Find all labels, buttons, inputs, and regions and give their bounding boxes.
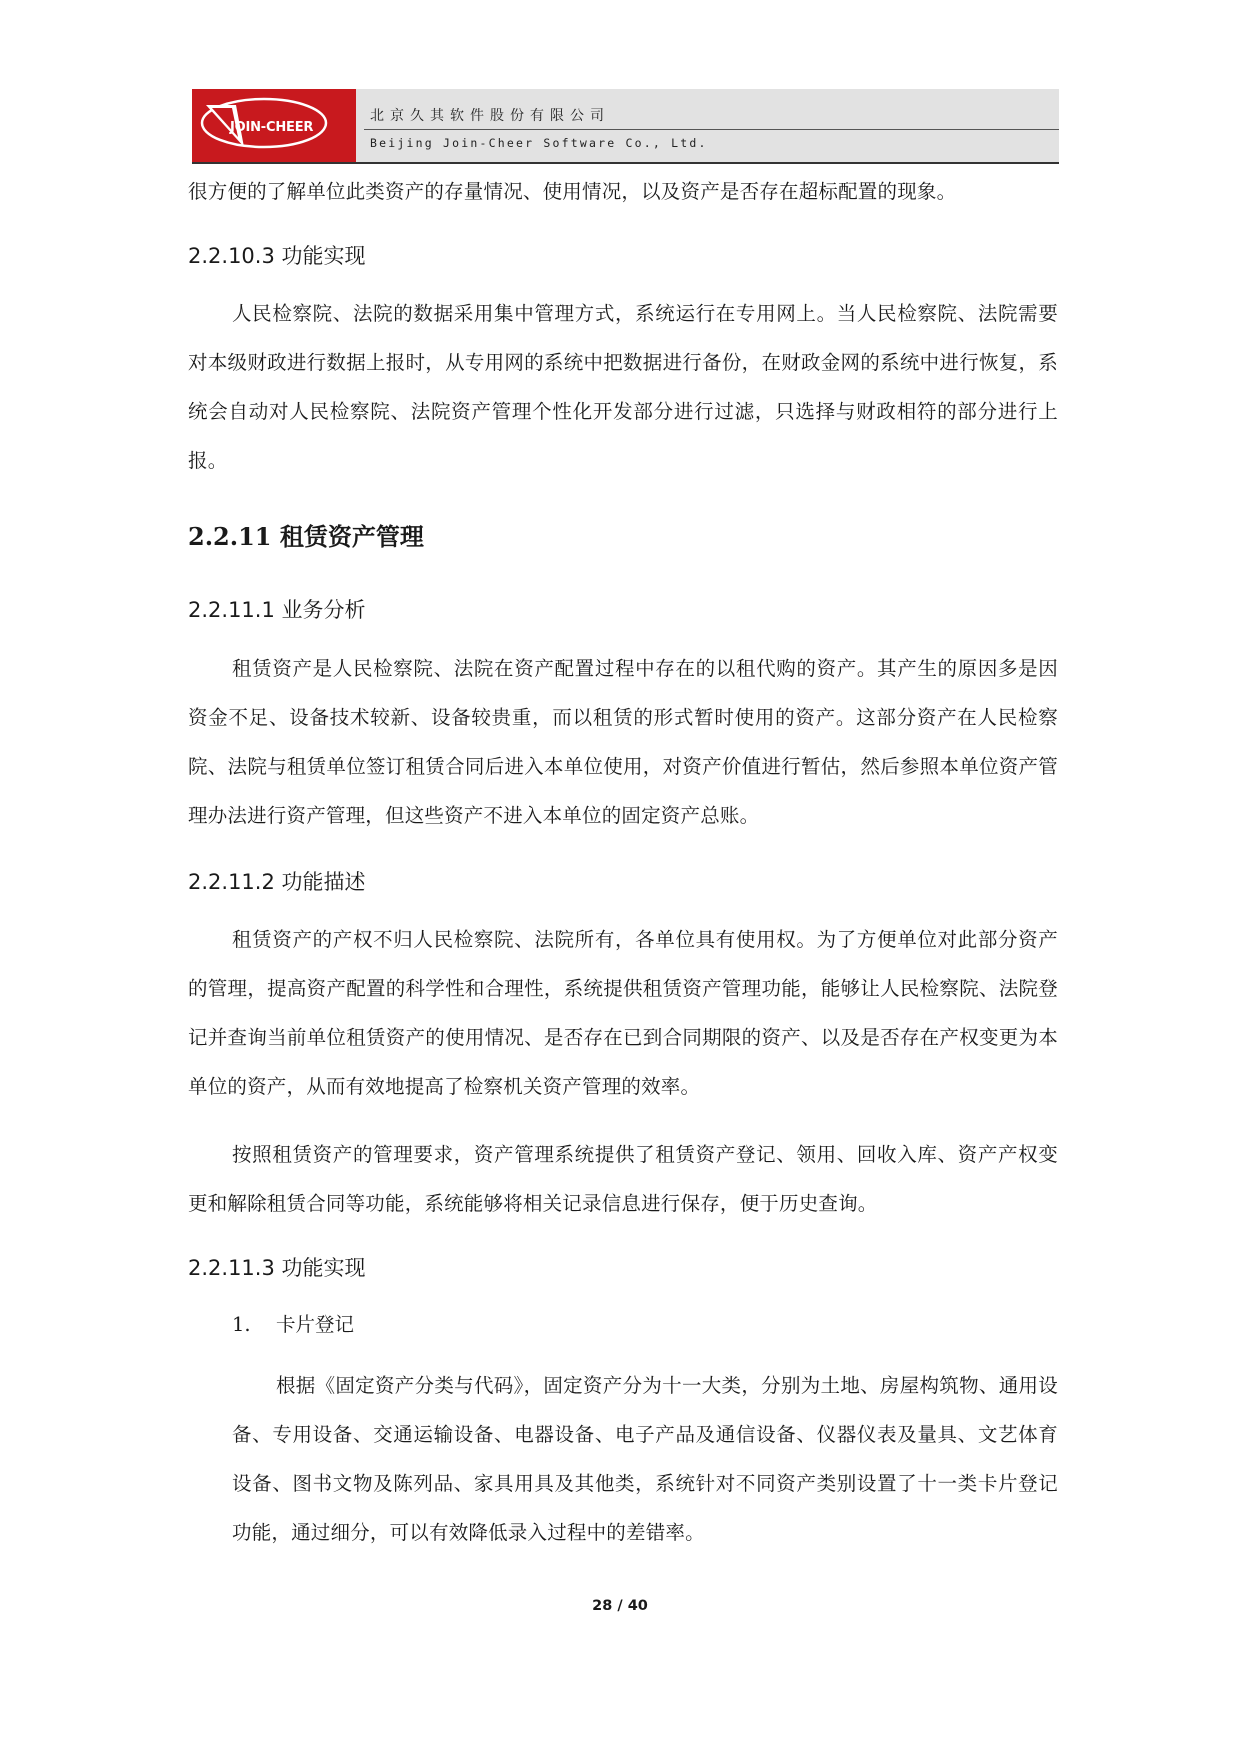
paragraph-2-2-10-3: 人民检察院、法院的数据采用集中管理方式，系统运行在专用网上。当人民检察院、法院需要对本级财政进行数据上报时，从专用网的系统中把数据进行备份，在财政金网的系统中进行恢复，系统会自动对人民检察院、法院资产管理个性化开发部分进行过滤，只选择与财政相符的部分进行上报。 bbox=[188, 302, 1058, 472]
list-item-card-registration bbox=[232, 1310, 1058, 1340]
heading-2-2-11-1: 2.2.11.1 业务分析 bbox=[188, 598, 366, 622]
paragraph-intro: 很方便的了解单位此类资产的存量情况、使用情况，以及资产是否存在超标配置的现象。 bbox=[188, 180, 957, 203]
paragraph-2-2-11-1: 租赁资产是人民检察院、法院在资产配置过程中存在的以租代购的资产。其产生的原因多是因资金不足、设备技术较新、设备较贵重，而以租赁的形式暂时使用的资产。这部分资产在人民检察院、法院与租赁单位签订租赁合同后进入本单位使用，对资产价值进行暂估，然后参照本单位资产管理办法进行资产管理，但这些资产不进入本单位的固定资产总账。 bbox=[188, 657, 1058, 827]
company-name-chinese: 北京久其软件股份有限公司 bbox=[370, 108, 610, 124]
logo-text: JOIN-CHEER bbox=[230, 120, 314, 135]
list-number: 1. bbox=[232, 1313, 251, 1336]
company-name-english: Beijing Join-Cheer Software Co., Ltd. bbox=[370, 136, 708, 150]
heading-2-2-10-3: 2.2.10.3 功能实现 bbox=[188, 244, 366, 268]
heading-2-2-11-3: 2.2.11.3 功能实现 bbox=[188, 1256, 366, 1280]
page-header bbox=[192, 89, 1059, 164]
paragraph-card-registration: 根据《固定资产分类与代码》，固定资产分为十一大类，分别为土地、房屋构筑物、通用设备、专用设备、交通运输设备、电器设备、电子产品及通信设备、仪器仪表及量具、文艺体育设备、图书文物及陈列品、家具用具及其他类，系统针对不同资产类别设置了十一类卡片登记功能，通过细分，可以有效降低录入过程中的差错率。 bbox=[232, 1374, 1058, 1544]
paragraph-2-2-11-2-a: 租赁资产的产权不归人民检察院、法院所有，各单位具有使用权。为了方便单位对此部分资产的管理，提高资产配置的科学性和合理性，系统提供租赁资产管理功能，能够让人民检察院、法院登记并查询当前单位租赁资产的使用情况、是否存在已到合同期限的资产、以及是否存在产权变更为本单位的资产，从而有效地提高了检察机关资产管理的效率。 bbox=[188, 928, 1058, 1098]
company-logo bbox=[192, 89, 356, 162]
header-divider bbox=[364, 129, 1059, 130]
heading-2-2-11-2: 2.2.11.2 功能描述 bbox=[188, 870, 366, 894]
heading-2-2-11: 2.2.11 租赁资产管理 bbox=[188, 522, 424, 551]
list-label: 卡片登记 bbox=[276, 1313, 355, 1336]
page-number: 28 / 40 bbox=[592, 1598, 648, 1614]
paragraph-2-2-11-2-b: 按照租赁资产的管理要求，资产管理系统提供了租赁资产登记、领用、回收入库、资产产权变更和解除租赁合同等功能，系统能够将相关记录信息进行保存，便于历史查询。 bbox=[188, 1143, 1058, 1215]
